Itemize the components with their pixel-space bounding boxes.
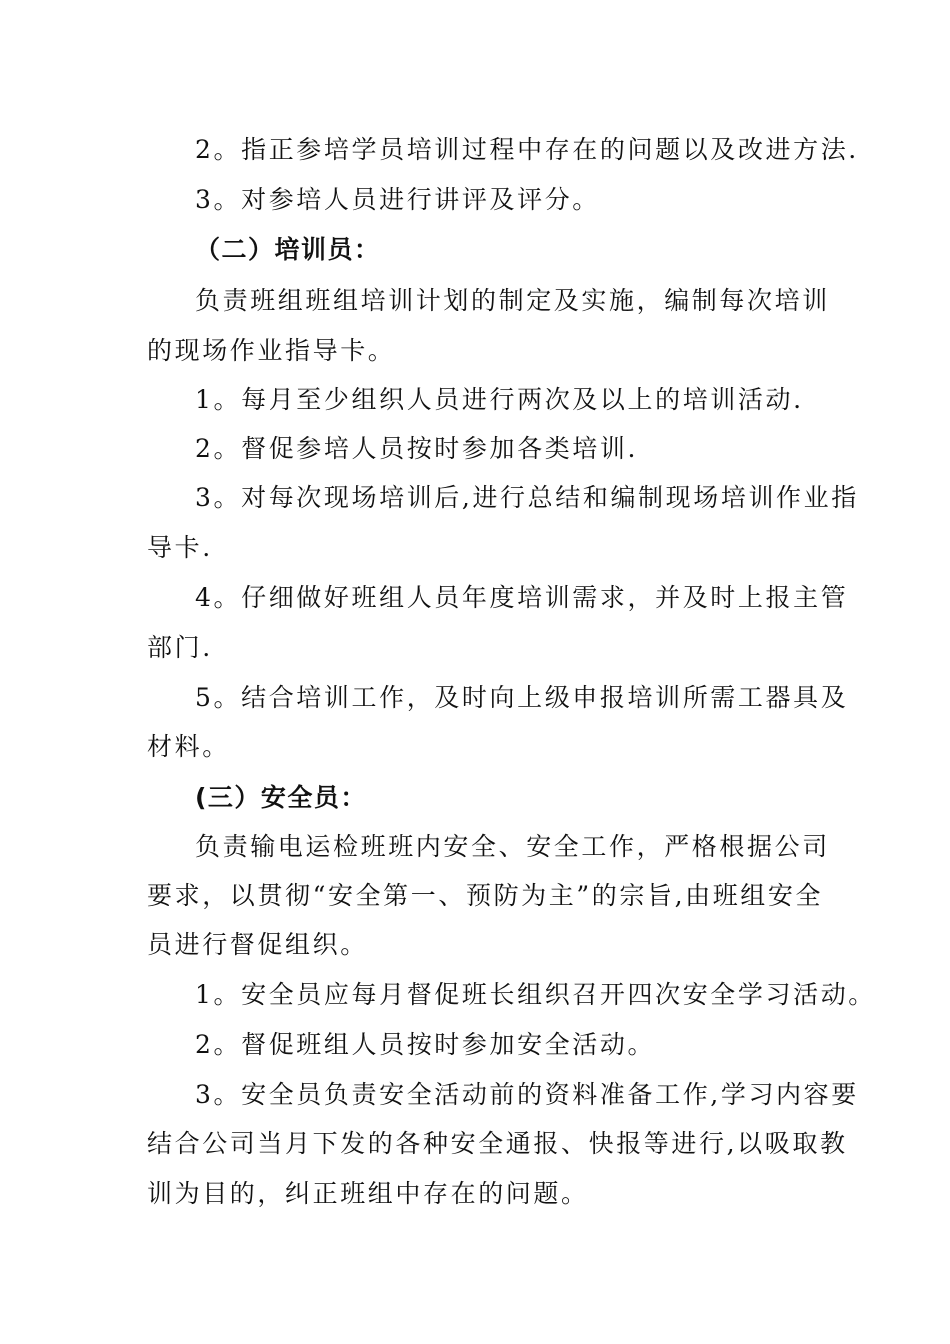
paragraph-line: 2。督促班组人员按时参加安全活动。: [195, 1030, 656, 1059]
section-heading-safety-officer: (三）安全员：: [195, 783, 367, 812]
paragraph-line: 部门.: [147, 633, 213, 662]
paragraph-line: 1。每月至少组织人员进行两次及以上的培训活动.: [195, 385, 804, 414]
paragraph-line: 2。督促参培人员按时参加各类培训.: [195, 434, 639, 463]
paragraph-line: 3。对每次现场培训后,进行总结和编制现场培训作业指: [195, 483, 859, 512]
paragraph-line: 负责输电运检班班内安全、安全工作，严格根据公司: [195, 832, 830, 861]
paragraph-line: 的现场作业指导卡。: [147, 336, 396, 365]
paragraph-line: 要求，以贯彻“安全第一、预防为主”的宗旨,由班组安全: [147, 881, 824, 910]
paragraph-line: 员进行督促组织。: [147, 930, 368, 959]
paragraph-line: 负责班组班组培训计划的制定及实施，编制每次培训: [195, 286, 830, 315]
paragraph-line: 5。结合培训工作，及时向上级申报培训所需工器具及: [195, 683, 849, 712]
paragraph-line: 3。安全员负责安全活动前的资料准备工作,学习内容要: [195, 1080, 859, 1109]
paragraph-line: 材料。: [147, 732, 230, 761]
paragraph-line: 训为目的，纠正班组中存在的问题。: [147, 1179, 589, 1208]
paragraph-line: 2。指正参培学员培训过程中存在的问题以及改进方法.: [195, 135, 859, 164]
paragraph-line: 结合公司当月下发的各种安全通报、快报等进行,以吸取教: [147, 1129, 848, 1158]
paragraph-line: 4。仔细做好班组人员年度培训需求，并及时上报主管: [195, 583, 849, 612]
section-heading-trainer: （二）培训员：: [195, 235, 381, 264]
paragraph-line: 导卡.: [147, 533, 213, 562]
paragraph-line: 3。对参培人员进行讲评及评分。: [195, 185, 600, 214]
paragraph-line: 1。安全员应每月督促班长组织召开四次安全学习活动。: [195, 980, 876, 1009]
